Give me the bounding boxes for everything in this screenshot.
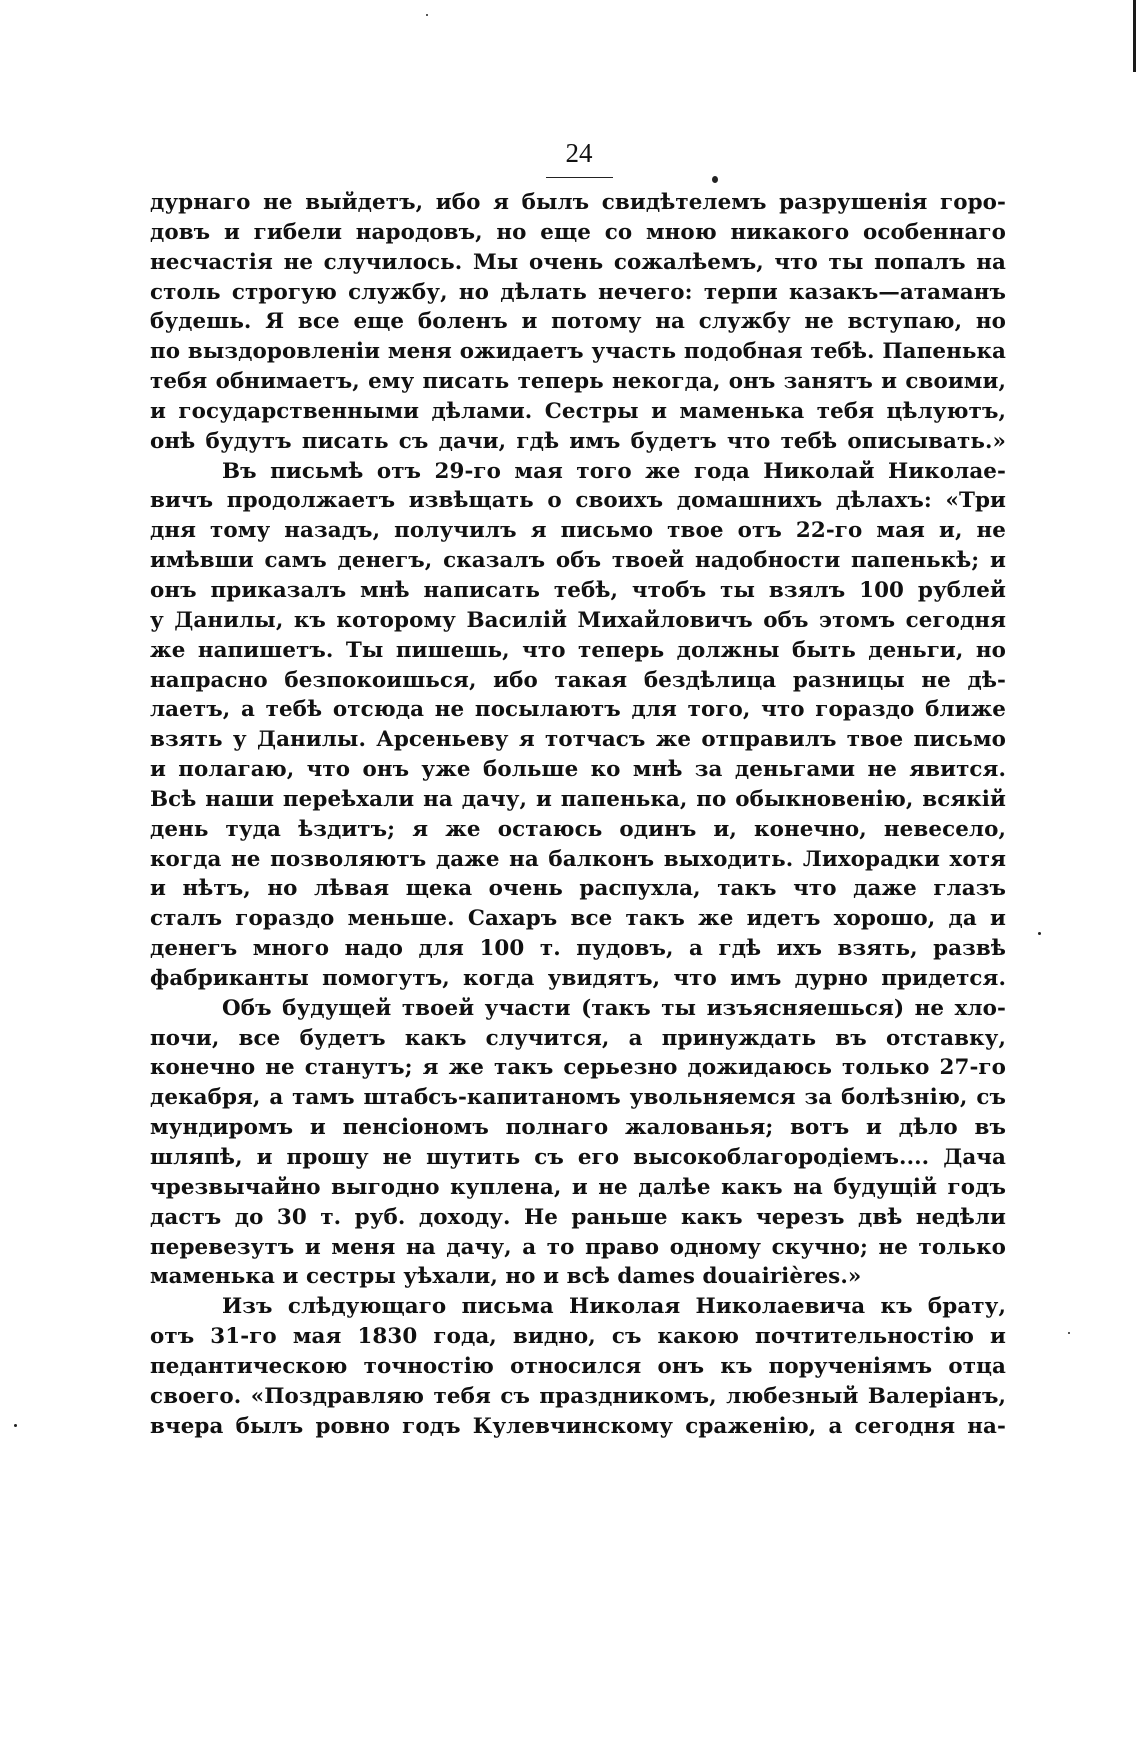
text-line: отъ 31-го мая 1830 года, видно, съ какою почтительностію и (150, 1324, 1006, 1350)
text-line: тебя обнимаетъ, ему писать теперь некогда, онъ занятъ и своими, (150, 369, 1006, 395)
paragraph-first-line: Объ будущей твоей участи (такъ ты изъясняешься) не хло- (222, 995, 1006, 1021)
text-line: когда не позволяютъ даже на балконъ выходить. Лихорадки хотя (150, 846, 1006, 872)
text-line: будешь. Я все еще боленъ и потому на службу не вступаю, но (150, 309, 1006, 335)
page-number: 24 (546, 138, 613, 178)
text-line: довъ и гибели народовъ, но еще со мною никакого особеннаго (150, 219, 1006, 245)
text-line: день туда ѣздитъ; я же остаюсь одинъ и, конечно, невесело, (150, 816, 1006, 842)
text-line: лаетъ, а тебѣ отсюда не посылаютъ для того, что гораздо ближе (150, 697, 1006, 723)
text-line: дастъ до 30 т. руб. доходу. Не раньше какъ черезъ двѣ недѣли (150, 1204, 1006, 1230)
text-line: Всѣ наши переѣхали на дачу, и папенька, по обыкновенію, всякій (150, 786, 1006, 812)
text-line: фабриканты помогутъ, когда увидятъ, что имъ дурно придется. (150, 965, 1006, 991)
text-line: почи, все будетъ какъ случится, а принуждать въ отставку, (150, 1025, 1006, 1051)
text-line: чрезвычайно выгодно куплена, и не далѣе какъ на будущій годъ (150, 1174, 1006, 1200)
text-line: несчастія не случилось. Мы очень сожалѣемъ, что ты попалъ на (150, 249, 1006, 275)
scan-speck (1038, 932, 1041, 935)
text-line: вичъ продолжаетъ извѣщать о своихъ домашнихъ дѣлахъ: «Три (150, 488, 1006, 514)
text-line: перевезутъ и меня на дачу, а то право одному скучно; не только (150, 1234, 1006, 1260)
text-line: взять у Данилы. Арсеньеву я тотчасъ же отправилъ твое письмо (150, 727, 1006, 753)
scan-speck (1068, 1332, 1070, 1334)
text-line: и нѣтъ, но лѣвая щека очень распухла, такъ что даже глазъ (150, 876, 1006, 902)
text-line: дурнаго не выйдетъ, ибо я былъ свидѣтелемъ разрушенія горо- (150, 190, 1006, 215)
text-line: онъ приказалъ мнѣ написать тебѣ, чтобъ ты взялъ 100 рублей (150, 577, 1006, 603)
page-text (150, 188, 1006, 1441)
text-line: дня тому назадъ, получилъ я письмо твое отъ 22-го мая и, не (150, 518, 1006, 544)
page-header (0, 138, 1140, 178)
text-line: столь строгую службу, но дѣлать нечего: терпи казакъ—атаманъ (150, 279, 1006, 305)
text-line: декабря, а тамъ штабсъ-капитаномъ увольняемся за болѣзнію, съ (150, 1085, 1006, 1111)
text-line: и полагаю, что онъ уже больше ко мнѣ за деньгами не явится. (150, 757, 1006, 783)
paragraph-first-line: Въ письмѣ отъ 29-го мая того же года Николай Николае- (222, 458, 1006, 484)
text-line: сталъ гораздо меньше. Сахаръ все такъ же идетъ хорошо, да и (150, 906, 1006, 932)
text-line: и государственными дѣлами. Сестры и маменька тебя цѣлуютъ, (150, 398, 1006, 424)
paragraph-first-line: Изъ слѣдующаго письма Николая Николаевича къ брату, (222, 1294, 1006, 1320)
text-line: конечно не станутъ; я же такъ серьезно дожидаюсь только 27-го (150, 1055, 1006, 1081)
text-line: напрасно безпокоишься, ибо такая бездѣлица разницы не дѣ- (150, 667, 1006, 693)
text-line: по выздоровленіи меня ожидаетъ участь подобная тебѣ. Папенька (150, 339, 1006, 365)
paragraph-last-line: маменька и сестры уѣхали, но и всѣ dames douairières.» (150, 1264, 862, 1290)
text-line: шляпѣ, и прошу не шутить съ его высокоблагородіемъ.... Дача (150, 1145, 1006, 1170)
text-line: же напишетъ. Ты пишешь, что теперь должны быть деньги, но (150, 637, 1006, 663)
text-line: денегъ много надо для 100 т. пудовъ, а гдѣ ихъ взять, развѣ (150, 936, 1006, 962)
scan-speck (426, 14, 428, 16)
text-line: мундиромъ и пенсіономъ полнаго жалованья; вотъ и дѣло въ (150, 1115, 1006, 1141)
scan-edge-line (1133, 0, 1136, 72)
scan-speck (14, 1424, 17, 1427)
text-line: имѣвши самъ денегъ, сказалъ объ твоей надобности папенькѣ; и (150, 548, 1006, 574)
text-line: онѣ будутъ писать съ дачи, гдѣ имъ будетъ что тебѣ описывать.» (150, 428, 1006, 454)
text-line: вчера былъ ровно годъ Кулевчинскому сраженію, а сегодня на- (150, 1413, 1006, 1439)
text-line: у Данилы, къ которому Василій Михайловичъ объ этомъ сегодня (150, 607, 1006, 633)
text-line: педантическою точностію относился онъ къ порученіямъ отца (150, 1353, 1006, 1379)
text-line: своего. «Поздравляю тебя съ праздникомъ, любезный Валеріанъ, (150, 1383, 1006, 1409)
